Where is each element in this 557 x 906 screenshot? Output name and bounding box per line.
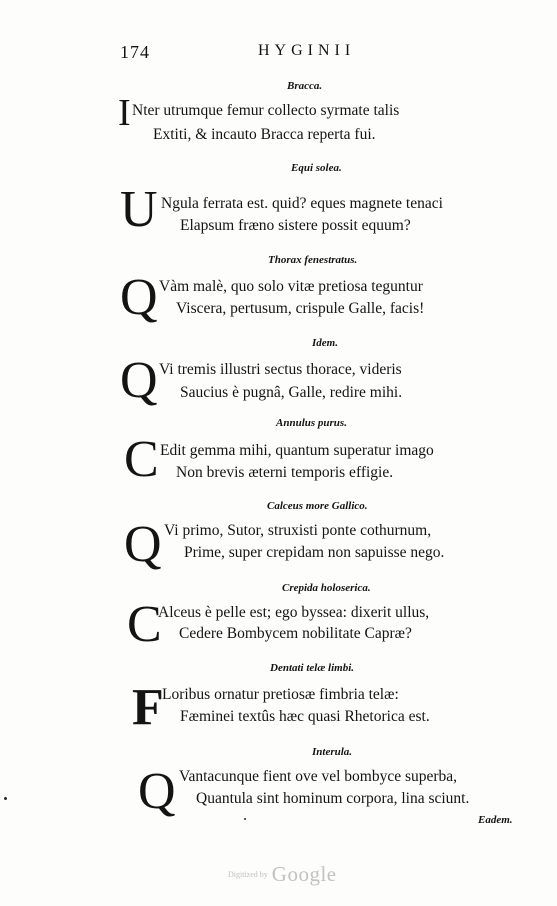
drop-initial: Q	[120, 269, 158, 326]
verse-line: Nter utrumque femur collecto syrmate talis	[132, 102, 400, 119]
verse-line: Extiti, & incauto Bracca reperta fui.	[153, 126, 376, 143]
epigram-title: Dentati telæ limbi.	[270, 662, 355, 674]
verse-line: Vi primo, Sutor, struxisti ponte cothurnum,	[164, 522, 432, 539]
verse-line: Quantula sint hominum corpora, lina sciunt.	[196, 790, 470, 807]
digitization-watermark	[228, 862, 337, 887]
verse-line: Fæminei textûs hæc quasi Rhetorica est.	[180, 708, 430, 725]
catchword: Eadem.	[478, 814, 513, 826]
watermark-prefix: Digitized by	[228, 870, 268, 879]
verse-line: Cedere Bombycem nobilitate Capræ?	[179, 625, 412, 642]
verse-line: Vàm malè, quo solo vitæ pretiosa teguntur	[159, 278, 423, 295]
drop-initial: Q	[120, 352, 158, 409]
verse-line: Non brevis æterni temporis effigie.	[176, 464, 394, 481]
verse-line: Prime, super crepidam non sapuisse nego.	[184, 544, 445, 561]
drop-initial: Q	[124, 516, 162, 573]
drop-initial: F	[132, 679, 164, 736]
verse-line: Elapsum fræno sistere possit equum?	[180, 217, 411, 234]
verse-line: Alceus è pelle est; ego byssea: dixerit ullus,	[158, 604, 430, 621]
drop-initial: C	[127, 596, 162, 653]
ink-speck	[244, 818, 246, 820]
drop-initial: C	[124, 431, 159, 488]
epigram-title: Bracca.	[287, 80, 323, 92]
ink-speck	[4, 797, 7, 800]
verse-line: Saucius è pugnâ, Galle, redire mihi.	[180, 384, 403, 401]
drop-initial: U	[120, 181, 158, 238]
drop-initial: Q	[138, 763, 176, 820]
epigram-title: Interula.	[312, 746, 353, 758]
epigram-title: Calceus more Gallico.	[267, 500, 368, 512]
verse-line: Vi tremis illustri sectus thorace, videris	[159, 361, 402, 378]
verse-line: Edit gemma mihi, quantum superatur imago	[160, 442, 434, 459]
epigram-title: Thorax fenestratus.	[268, 254, 358, 266]
epigram-title: Idem.	[312, 337, 338, 349]
page-number: 174	[120, 42, 150, 62]
verse-line: Vantacunque fient ove vel bombyce superba,	[179, 768, 458, 785]
verse-line: Loribus ornatur pretiosæ fimbria telæ:	[162, 686, 399, 703]
epigram-title: Annulus purus.	[276, 417, 347, 429]
verse-line: Ngula ferrata est. quid? eques magnete tenaci	[161, 195, 443, 212]
epigram-title: Crepida holoserica.	[282, 582, 371, 594]
running-head: HYGINII	[258, 42, 356, 59]
verse-line: Viscera, pertusum, crispule Galle, facis!	[176, 300, 425, 317]
watermark-brand: Google	[271, 862, 337, 886]
drop-initial: I	[118, 92, 131, 134]
page-header	[0, 40, 557, 66]
epigram-title: Equi solea.	[291, 162, 342, 174]
